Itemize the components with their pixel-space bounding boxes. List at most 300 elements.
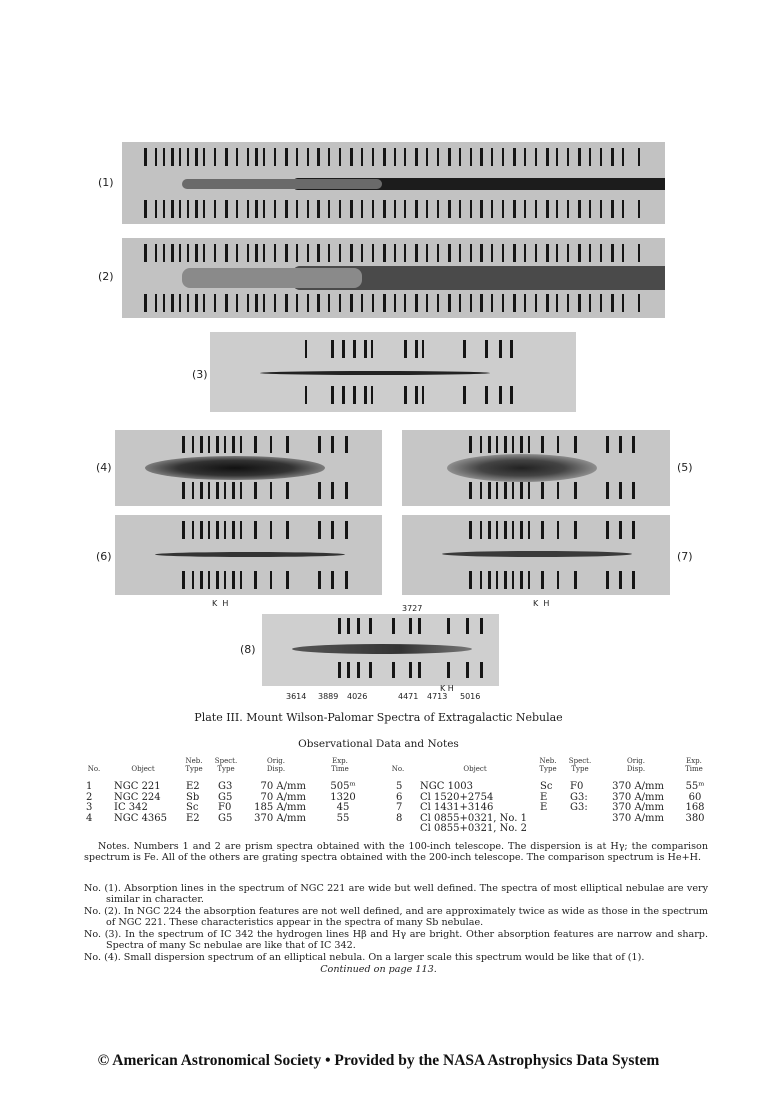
spectral-line <box>179 200 181 218</box>
spectral-line <box>415 244 418 262</box>
cell-disp: 70 A/mm <box>260 791 306 803</box>
spectral-line <box>286 571 289 589</box>
spectral-line <box>285 244 288 262</box>
cell-neb: E <box>540 802 548 813</box>
spectral-line <box>574 436 577 453</box>
spectral-line <box>578 200 581 218</box>
spectral-line <box>232 482 235 499</box>
spectral-line <box>528 571 530 589</box>
spectral-line <box>557 482 559 499</box>
spectral-line <box>350 200 353 218</box>
spectral-line <box>225 244 228 262</box>
header-neb-type: Neb. Type <box>539 757 557 773</box>
cell-no: 8 <box>396 812 403 824</box>
spectral-line <box>415 200 418 218</box>
spectral-line <box>510 340 513 358</box>
spectral-line <box>208 436 210 453</box>
spectral-line <box>437 148 439 166</box>
spectral-line <box>567 148 569 166</box>
spectral-line <box>524 294 526 312</box>
spectral-line <box>426 294 428 312</box>
spectral-line <box>383 244 386 262</box>
spectral-line <box>232 521 235 539</box>
spectral-line <box>480 294 483 312</box>
spectral-line <box>480 148 483 166</box>
header-object: Object <box>131 765 155 773</box>
spectral-line <box>203 294 205 312</box>
spectral-line <box>224 571 226 589</box>
spectral-line <box>466 618 469 634</box>
spectral-line <box>619 571 622 589</box>
comparison-spectrum-bottom <box>122 200 665 218</box>
cell-no: 6 <box>396 791 403 803</box>
plate-number-8: (8) <box>240 643 256 656</box>
spectral-line <box>426 200 428 218</box>
cell-no: 7 <box>396 802 403 813</box>
spectral-line <box>353 386 356 404</box>
spectral-line <box>347 662 350 678</box>
nebula-spectrum <box>447 454 597 482</box>
spectral-line <box>296 244 298 262</box>
spectral-line <box>404 244 406 262</box>
spectral-line <box>415 386 418 404</box>
cell-no: 5 <box>396 781 403 792</box>
note-item-2: No. (2). In NGC 224 the absorption features are not well defined, and are approximately twice as wide as those in the spectrum of NGC 221. These characteristics appear in the spectra of many Sb nebulae. <box>84 906 708 928</box>
spectral-line <box>270 571 272 589</box>
spectral-line <box>491 244 493 262</box>
spectral-line <box>469 436 472 453</box>
spectral-line <box>155 294 157 312</box>
spectral-line <box>305 386 307 404</box>
spectral-line <box>357 618 360 634</box>
comparison-spectrum-top <box>210 340 576 358</box>
spectral-line <box>208 482 210 499</box>
spectral-line <box>328 148 330 166</box>
spectral-line <box>361 148 363 166</box>
spectral-line <box>496 571 498 589</box>
spectral-line <box>171 294 174 312</box>
spectral-line <box>502 294 504 312</box>
spectral-line <box>448 294 451 312</box>
cell-exp: 55ᵐ <box>685 781 705 792</box>
spectral-line <box>504 482 507 499</box>
spectral-line <box>286 436 289 453</box>
spectral-line <box>342 386 345 404</box>
spectral-line <box>567 200 569 218</box>
spectral-line <box>426 244 428 262</box>
spectral-line <box>447 662 450 678</box>
spectral-line <box>254 571 257 589</box>
spectral-line <box>274 294 276 312</box>
spectral-line <box>638 200 640 218</box>
header-orig-disp: Orig. Disp. <box>626 757 646 773</box>
spectral-line <box>470 200 472 218</box>
spectral-line <box>513 294 516 312</box>
spectral-line <box>372 294 374 312</box>
spectral-line <box>361 244 363 262</box>
spectral-line <box>203 244 205 262</box>
spectral-line <box>353 340 356 358</box>
spectral-line <box>574 482 577 499</box>
comparison-spectrum-bottom <box>402 482 670 499</box>
spectral-line <box>513 148 516 166</box>
spectral-line <box>163 294 165 312</box>
spectral-line <box>255 294 258 312</box>
spectral-line <box>225 148 228 166</box>
spectral-line <box>520 436 523 453</box>
spectral-line <box>418 662 421 678</box>
spectral-line <box>331 571 334 589</box>
spectral-line <box>535 200 537 218</box>
spectral-line <box>214 294 216 312</box>
spectral-line <box>415 294 418 312</box>
spectral-line <box>270 521 272 539</box>
comparison-spectrum-top <box>402 436 670 453</box>
spectral-line <box>192 482 194 499</box>
header-spect-type: Spect. Type <box>568 757 592 773</box>
spectral-line <box>216 482 219 499</box>
spectral-line <box>350 244 353 262</box>
spectral-line <box>214 244 216 262</box>
spectral-line <box>361 294 363 312</box>
comparison-spectrum-top <box>115 521 382 539</box>
cell-object: Cl 0855+0321, No. 2 <box>420 823 527 834</box>
comparison-spectrum-bottom <box>262 662 499 678</box>
spectral-line <box>372 244 374 262</box>
cell-object: NGC 4365 <box>114 812 168 824</box>
spectral-line <box>317 148 320 166</box>
spectral-line <box>331 521 334 539</box>
comparison-spectrum-bottom <box>402 571 670 589</box>
spectral-line <box>611 200 614 218</box>
wavelength-4713: 4713 <box>427 692 448 701</box>
spectral-line <box>270 436 272 453</box>
spectral-line <box>331 482 334 499</box>
spectral-line <box>372 200 374 218</box>
spectral-line <box>619 436 622 453</box>
spectral-line <box>418 618 421 634</box>
spectral-line <box>347 618 350 634</box>
spectral-line <box>404 386 407 404</box>
wavelength-3889: 3889 <box>318 692 339 701</box>
spectral-line <box>200 482 203 499</box>
spectral-line <box>338 662 341 678</box>
spectrum-plate-1 <box>122 142 665 224</box>
spectral-line <box>499 386 502 404</box>
spectral-line <box>491 200 493 218</box>
cell-no: 4 <box>86 812 93 824</box>
cell-object: Cl 0855+0321, No. 1 <box>420 812 527 824</box>
note-item-4: No. (4). Small dispersion spectrum of an elliptical nebula. On a larger scale this spectrum would be like that of (1). <box>84 952 645 963</box>
wavelength-3727: 3727 <box>402 604 423 613</box>
spectral-line <box>567 244 569 262</box>
spectral-line <box>339 294 341 312</box>
spectral-line <box>285 148 288 166</box>
spectral-line <box>254 436 257 453</box>
wavelength-4026: 4026 <box>347 692 368 701</box>
nebula-spectrum <box>442 551 632 557</box>
spectral-line <box>350 148 353 166</box>
cell-no: 2 <box>86 791 93 803</box>
spectral-line <box>504 571 507 589</box>
spectral-line <box>318 436 321 453</box>
spectrum-plate-2 <box>122 238 665 318</box>
spectral-line <box>345 436 348 453</box>
cell-disp: 370 A/mm <box>612 812 664 824</box>
spectral-line <box>488 521 491 539</box>
spectral-line <box>611 148 614 166</box>
spectral-line <box>574 521 577 539</box>
spectral-line <box>187 244 189 262</box>
spectral-line <box>144 200 147 218</box>
spectral-line <box>632 482 635 499</box>
spectral-line <box>394 294 396 312</box>
spectral-line <box>263 148 265 166</box>
header-neb-type: Neb. Type <box>185 757 203 773</box>
wavelength-4471: 4471 <box>398 692 419 701</box>
spectral-line <box>496 436 498 453</box>
spectral-line <box>535 148 537 166</box>
spectral-line <box>255 148 258 166</box>
spectral-line <box>556 294 558 312</box>
spectral-line <box>247 148 249 166</box>
spectral-line <box>409 662 412 678</box>
spectral-line <box>328 200 330 218</box>
spectral-line <box>171 200 174 218</box>
spectral-line <box>512 571 514 589</box>
spectral-line <box>331 386 334 404</box>
cell-exp: 45 <box>336 802 350 813</box>
spectral-line <box>216 521 219 539</box>
spectral-line <box>470 244 472 262</box>
cell-neb: Sc <box>540 781 553 792</box>
spectral-line <box>364 386 367 404</box>
spectral-line <box>171 244 174 262</box>
spectral-line <box>622 148 624 166</box>
spectral-line <box>404 294 406 312</box>
spectral-line <box>415 340 418 358</box>
spectral-line <box>611 294 614 312</box>
spectral-line <box>535 244 537 262</box>
spectral-line <box>339 148 341 166</box>
spectral-line <box>225 294 228 312</box>
wavelength-3614: 3614 <box>286 692 307 701</box>
spectral-line <box>466 662 469 678</box>
cell-exp: 60 <box>688 791 702 803</box>
comparison-spectrum-top <box>122 244 665 262</box>
spectral-line <box>632 571 635 589</box>
spectral-line <box>236 244 238 262</box>
continued-note: Continued on page 113. <box>320 964 437 975</box>
cell-disp: 370 A/mm <box>612 781 664 792</box>
spectral-line <box>307 244 309 262</box>
spectral-line <box>528 436 530 453</box>
spectral-line <box>574 571 577 589</box>
spectral-line <box>182 521 185 539</box>
spectral-line <box>632 521 635 539</box>
spectral-line <box>589 200 591 218</box>
cell-spect: G3 <box>218 781 233 792</box>
cell-spect: G5 <box>218 791 233 803</box>
spectral-line <box>619 482 622 499</box>
cell-object: Cl 1431+3146 <box>420 802 494 813</box>
spectrum-plate-6 <box>115 515 382 595</box>
spectral-line <box>480 521 482 539</box>
spectral-line <box>496 482 498 499</box>
spectral-line <box>632 436 635 453</box>
spectral-line <box>459 294 461 312</box>
spectral-line <box>214 200 216 218</box>
spectral-line <box>578 294 581 312</box>
spectral-line <box>155 200 157 218</box>
spectral-line <box>546 244 549 262</box>
cell-object: NGC 1003 <box>420 781 474 792</box>
spectral-line <box>513 200 516 218</box>
spectral-line <box>318 482 321 499</box>
spectral-line <box>600 244 602 262</box>
spectral-line <box>437 294 439 312</box>
spectral-line <box>296 200 298 218</box>
spectral-line <box>357 662 360 678</box>
cell-neb: Sc <box>186 802 199 813</box>
nebula-spectrum <box>260 371 490 375</box>
spectral-line <box>307 148 309 166</box>
spectral-line <box>480 200 483 218</box>
plate-number-6: (6) <box>96 550 112 563</box>
spectral-line <box>470 294 472 312</box>
spectral-line <box>502 148 504 166</box>
spectral-line <box>541 482 544 499</box>
spectral-line <box>447 618 450 634</box>
spectral-line <box>195 148 198 166</box>
spectral-line <box>163 244 165 262</box>
spectral-line <box>286 482 289 499</box>
cell-spect: G3: <box>570 791 588 803</box>
spectral-line <box>606 482 609 499</box>
cell-no: 3 <box>86 802 93 813</box>
cell-object: NGC 221 <box>114 781 161 792</box>
spectral-line <box>350 294 353 312</box>
nebula-spectrum <box>145 456 325 480</box>
cell-neb: E2 <box>186 781 200 792</box>
spectral-line <box>463 386 466 404</box>
spectrum-plate-8 <box>262 614 499 686</box>
spectral-line <box>224 521 226 539</box>
cell-object: NGC 224 <box>114 791 161 803</box>
spectral-line <box>317 244 320 262</box>
spectral-line <box>541 436 544 453</box>
header-orig-disp: Orig. Disp. <box>266 757 286 773</box>
spectral-line <box>589 244 591 262</box>
spectral-line <box>470 148 472 166</box>
spectral-line <box>208 571 210 589</box>
spectral-line <box>392 618 395 634</box>
plate-number-4: (4) <box>96 461 112 474</box>
footer-credit: © American Astronomical Society • Provided by the NASA Astrophysics Data System <box>97 1052 660 1069</box>
spectral-line <box>214 148 216 166</box>
spectral-line <box>192 571 194 589</box>
spectral-line <box>383 200 386 218</box>
cell-object: IC 342 <box>114 802 148 813</box>
spectral-line <box>480 618 483 634</box>
spectral-line <box>606 521 609 539</box>
comparison-spectrum-bottom <box>210 386 576 404</box>
spectral-line <box>485 386 488 404</box>
spectral-line <box>480 436 482 453</box>
comparison-spectrum-bottom <box>122 294 665 312</box>
spectral-line <box>459 244 461 262</box>
spectral-line <box>195 244 198 262</box>
spectral-line <box>638 148 640 166</box>
spectral-line <box>317 294 320 312</box>
note-item-3: No. (3). In the spectrum of IC 342 the hydrogen lines Hβ and Hγ are bright. Other absorption features are narrow and sharp. Spectra of many Sc nebulae are like that of IC 342. <box>84 929 708 951</box>
spectral-line <box>422 340 424 358</box>
spectral-line <box>578 148 581 166</box>
spectral-line <box>404 200 406 218</box>
cell-disp: 70 A/mm <box>260 781 306 792</box>
spectral-line <box>200 521 203 539</box>
spectral-line <box>171 148 174 166</box>
spectral-line <box>638 244 640 262</box>
cell-spect: F0 <box>570 781 584 792</box>
spectral-line <box>254 521 257 539</box>
spectral-line <box>606 436 609 453</box>
spectral-line <box>499 340 502 358</box>
spectral-line <box>480 244 483 262</box>
spectral-line <box>567 294 569 312</box>
spectral-line <box>187 294 189 312</box>
spectral-line <box>195 294 198 312</box>
spectral-line <box>208 521 210 539</box>
spectral-line <box>236 200 238 218</box>
spectral-line <box>255 200 258 218</box>
spectral-line <box>232 436 235 453</box>
cell-exp: 380 <box>685 812 705 824</box>
spectral-line <box>404 148 406 166</box>
spectral-line <box>488 482 491 499</box>
spectral-line <box>606 571 609 589</box>
spectral-line <box>247 294 249 312</box>
spectral-line <box>459 148 461 166</box>
spectral-line <box>480 662 483 678</box>
spectral-line <box>203 148 205 166</box>
spectral-line <box>371 340 373 358</box>
spectral-line <box>485 340 488 358</box>
spectral-line <box>512 436 514 453</box>
spectral-line <box>371 386 373 404</box>
spectral-line <box>546 294 549 312</box>
spectral-line <box>622 200 624 218</box>
spectral-line <box>510 386 513 404</box>
spectral-line <box>240 482 242 499</box>
spectral-line <box>394 148 396 166</box>
spectral-line <box>394 244 396 262</box>
spectral-line <box>286 521 289 539</box>
wavelength-5016: 5016 <box>460 692 481 701</box>
spectral-line <box>496 521 498 539</box>
spectral-line <box>578 244 581 262</box>
spectral-line <box>409 618 412 634</box>
comparison-spectrum-top <box>122 148 665 166</box>
spectral-line <box>155 244 157 262</box>
spectral-line <box>144 294 147 312</box>
spectral-line <box>463 340 466 358</box>
spectrum-plate-5 <box>402 430 670 506</box>
spectral-line <box>240 571 242 589</box>
spectral-line <box>383 294 386 312</box>
spectral-line <box>263 294 265 312</box>
spectral-line <box>557 521 559 539</box>
